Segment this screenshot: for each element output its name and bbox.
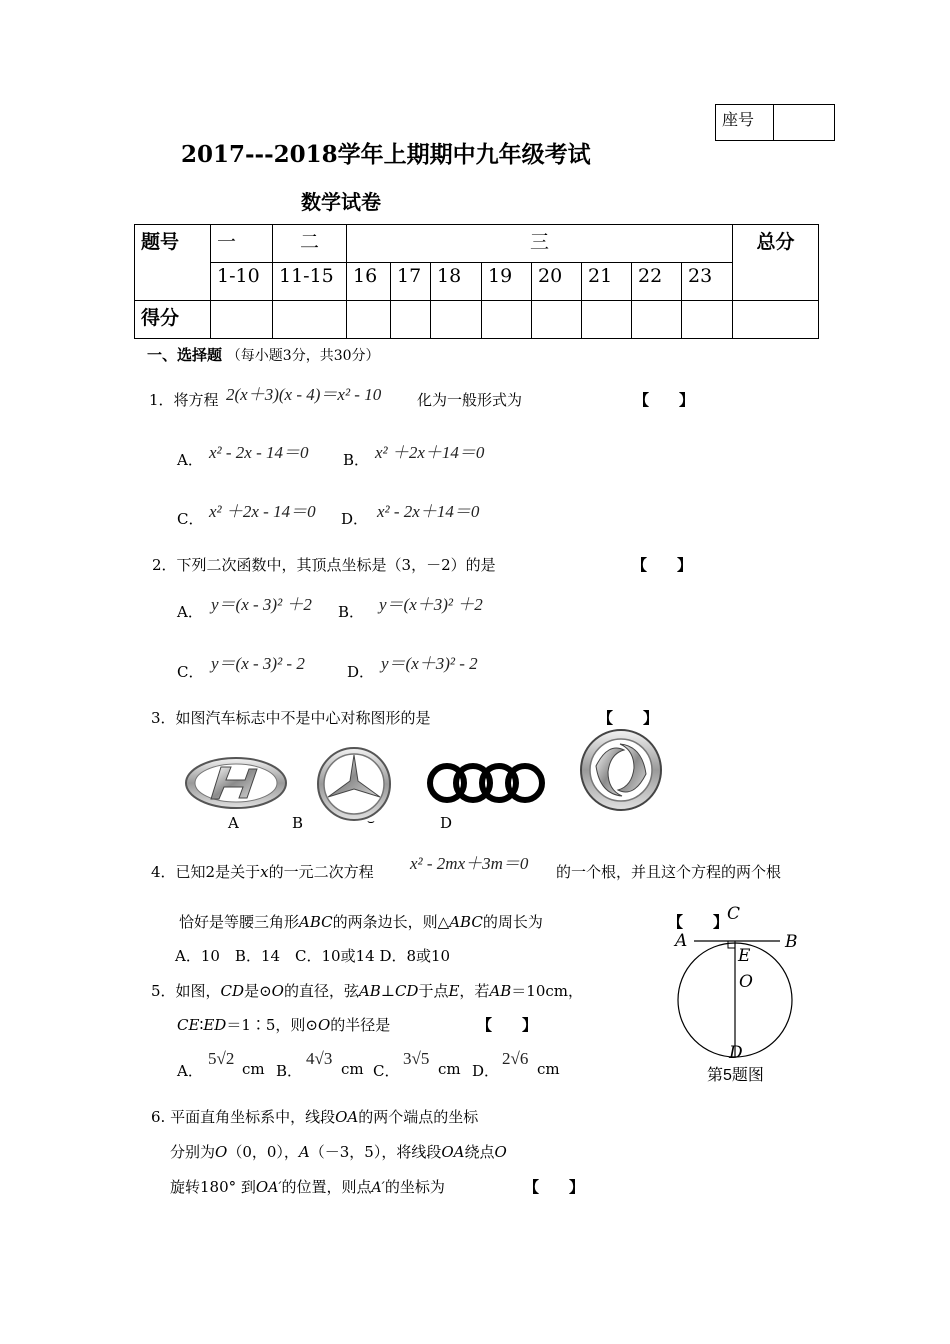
q6-l2d: 绕点 <box>464 1143 495 1161</box>
sub-20: 20 <box>532 263 582 301</box>
q5-fig-label-e: E <box>738 946 751 966</box>
q5-line-2 <box>177 1014 390 1035</box>
q5-option-b-label: B． <box>276 1062 303 1080</box>
q5-cd: CD <box>220 982 245 1000</box>
q5-l1d: 于点 <box>418 982 449 1000</box>
q4-line-2 <box>179 911 543 932</box>
q5-perp: ⊥ <box>380 982 395 1000</box>
section-1-note: （每小题3分，共30分） <box>226 348 380 364</box>
q1-option-d[interactable]: x² - 2x＋14＝0 <box>377 502 480 521</box>
q5-line-1 <box>151 980 583 1001</box>
q6-l3c: 的坐标为 <box>384 1178 445 1196</box>
q6-aprime: A′ <box>268 1180 282 1196</box>
q2-option-a[interactable]: y＝(x - 3)² ＋2 <box>211 595 312 614</box>
q5-fig-caption: 第5题图 <box>707 1067 764 1084</box>
header-part-2: 二 <box>273 225 347 263</box>
q4-line2b: 的两条边长，则△ <box>332 913 450 931</box>
q2-option-b[interactable]: y＝(x＋3)² ＋2 <box>379 595 483 614</box>
q5-l1e: ，若 <box>459 982 490 1000</box>
q6-l3b: 的位置，则点 <box>281 1178 372 1196</box>
q6-l3a: 旋转180° 到 <box>170 1178 256 1196</box>
q5-o-2: O <box>317 1016 331 1034</box>
q3-answer-bracket[interactable]: 【 】 <box>598 709 659 727</box>
score-cell[interactable] <box>532 301 582 339</box>
q5-o: O <box>271 982 284 1000</box>
q5-option-c-label: C． <box>373 1062 400 1080</box>
q6-l2b: （0，0）， <box>227 1143 299 1161</box>
q6-o: O <box>215 1143 228 1161</box>
q4-options[interactable]: A．10 B．14 C．10或14 D．8或10 <box>175 947 451 965</box>
q5-fig-label-a: A <box>675 931 688 951</box>
section-1-heading <box>147 344 380 365</box>
header-question-number: 题号 <box>135 225 211 301</box>
score-table <box>134 224 819 339</box>
q6-aprime-2: A′ <box>371 1180 385 1196</box>
q6-line-2 <box>170 1141 507 1162</box>
q5-l2a: ＝1∶5，则⊙ <box>226 1016 318 1034</box>
q5-option-d-unit: cm <box>537 1060 560 1078</box>
seat-number-field[interactable] <box>774 105 835 141</box>
q5-option-c[interactable]: 3√5 <box>403 1049 430 1068</box>
q5-option-c-unit: cm <box>438 1060 461 1078</box>
q4-answer-bracket[interactable]: 【 】 <box>668 913 729 931</box>
q6-line-1 <box>151 1106 478 1127</box>
q6-l2c: （－3，5），将线段 <box>309 1143 442 1161</box>
q5-e: E <box>448 982 460 1000</box>
score-cell[interactable] <box>347 301 391 339</box>
score-cell[interactable] <box>273 301 347 339</box>
q5-fig-label-d: D <box>729 1043 743 1063</box>
q2-option-d[interactable]: y＝(x＋3)² - 2 <box>381 654 478 673</box>
q4-mid: 的一元二次方程 <box>268 863 374 881</box>
q5-l2b: 的半径是 <box>330 1016 391 1034</box>
q4-prefix: 4．已知2是关于 <box>151 863 261 881</box>
sub-22: 22 <box>632 263 682 301</box>
q5-option-a-unit: cm <box>242 1060 265 1078</box>
q6-o-2: O <box>494 1143 507 1161</box>
q5-option-d[interactable]: 2√6 <box>502 1049 529 1068</box>
header-part-1: 一 <box>211 225 273 263</box>
header-score: 得分 <box>135 301 211 339</box>
q1-suffix: 化为一般形式为 <box>417 391 523 409</box>
q1-option-a-label: A． <box>177 451 203 469</box>
q4-abc-2: ABC <box>449 913 483 931</box>
q2-option-c[interactable]: y＝(x - 3)² - 2 <box>211 654 305 673</box>
score-cell[interactable] <box>482 301 532 339</box>
seat-number-box <box>715 104 835 141</box>
q4-suffix: 的一个根，并且这个方程的两个根 <box>556 863 782 881</box>
q1-option-d-label: D． <box>341 510 369 528</box>
q5-l1b: 是⊙ <box>244 982 272 1000</box>
q6-l2a: 分别为 <box>170 1143 216 1161</box>
q1-option-b-label: B． <box>343 451 370 469</box>
sub-11-15: 11-15 <box>273 263 347 301</box>
q5-l1a: 5．如图， <box>151 982 221 1000</box>
sub-19: 19 <box>482 263 532 301</box>
q5-option-a[interactable]: 5√2 <box>208 1049 235 1068</box>
q2-answer-bracket[interactable]: 【 】 <box>632 556 693 574</box>
logo-d-label: D <box>440 814 453 832</box>
score-cell[interactable] <box>391 301 431 339</box>
q5-l1c: 的直径，弦 <box>283 982 359 1000</box>
header-part-3: 三 <box>347 225 733 263</box>
logo-a-label: A <box>228 814 239 832</box>
q2-option-c-label: C． <box>177 663 204 681</box>
q5-ab-2: AB <box>489 982 512 1000</box>
q1-prefix: 1．将方程 <box>149 391 219 409</box>
q5-option-b[interactable]: 4√3 <box>306 1049 333 1068</box>
q5-colon: ∶ <box>199 1016 204 1034</box>
q5-fig-label-o: O <box>739 972 753 992</box>
logo-c-label: ⌣ <box>367 814 375 828</box>
q1-answer-bracket[interactable]: 【 】 <box>634 391 695 409</box>
q4-line2a: 恰好是等腰三角形 <box>179 913 300 931</box>
q6-answer-bracket[interactable]: 【 】 <box>524 1178 585 1196</box>
q5-option-a-label: A． <box>177 1062 203 1080</box>
score-cell[interactable] <box>632 301 682 339</box>
logo-b-label: B <box>292 814 304 832</box>
section-1-title: 一、选择题 <box>147 346 223 364</box>
q2-stem: 2．下列二次函数中，其顶点坐标是（3，－2）的是 <box>152 556 496 574</box>
score-cell[interactable] <box>582 301 632 339</box>
q1-equation: 2(x＋3)(x - 4)＝x² - 10 <box>226 385 382 404</box>
q5-fig-label-b: B <box>785 932 798 952</box>
q2-option-d-label: D． <box>347 663 375 681</box>
score-cell[interactable] <box>431 301 482 339</box>
exam-title: 2017---2018学年上期期中九年级考试 <box>181 141 591 168</box>
q6-l1b: 的两个端点的坐标 <box>358 1108 479 1126</box>
q5-fig-label-c: C <box>727 904 741 924</box>
q1-option-b[interactable]: x² ＋2x＋14＝0 <box>375 443 485 462</box>
logo-d-dongfeng-icon[interactable] <box>578 728 664 812</box>
q5-option-b-unit: cm <box>341 1060 364 1078</box>
q4-equation: x² - 2mx＋3m＝0 <box>410 854 529 873</box>
sub-1-10: 1-10 <box>211 263 273 301</box>
q5-answer-bracket[interactable]: 【 】 <box>477 1016 538 1034</box>
sub-17: 17 <box>391 263 431 301</box>
q6-oa: OA <box>335 1108 359 1126</box>
q1-option-c-label: C． <box>177 510 204 528</box>
q5-ab: AB <box>358 982 381 1000</box>
sub-21: 21 <box>582 263 632 301</box>
score-cell[interactable] <box>682 301 733 339</box>
logo-a-hyundai-icon[interactable] <box>183 755 289 811</box>
q5-ed: ED <box>203 1016 227 1034</box>
q5-circle-figure <box>672 912 802 1058</box>
q6-oa-2: OA <box>441 1143 465 1161</box>
q2-option-b-label: B． <box>338 603 365 621</box>
logo-c-audi-icon[interactable] <box>425 760 547 806</box>
q4-var-x: x <box>260 863 269 881</box>
sub-16: 16 <box>347 263 391 301</box>
q2-option-a-label: A． <box>177 603 203 621</box>
q5-cd-2: CD <box>394 982 419 1000</box>
score-cell[interactable] <box>211 301 273 339</box>
header-total: 总分 <box>733 225 819 301</box>
seat-label: 座号 <box>716 105 774 141</box>
q4-abc-1: ABC <box>299 913 333 931</box>
sub-23: 23 <box>682 263 733 301</box>
q4-line-1 <box>151 861 374 882</box>
q6-a: A <box>298 1143 310 1161</box>
q6-l1a: 6. 平面直角坐标系中，线段 <box>151 1108 336 1126</box>
q5-option-d-label: D． <box>472 1062 500 1080</box>
q1-option-a[interactable]: x² - 2x - 14＝0 <box>209 443 309 462</box>
q1-option-c[interactable]: x² ＋2x - 14＝0 <box>209 502 316 521</box>
q3-stem: 3．如图汽车标志中不是中心对称图形的是 <box>151 709 431 727</box>
score-cell[interactable] <box>733 301 819 339</box>
q6-line-3 <box>170 1176 445 1197</box>
q5-ce: CE <box>177 1016 200 1034</box>
logo-b-mercedes-icon[interactable] <box>315 745 393 823</box>
q6-o-3: O <box>255 1178 269 1196</box>
sub-18: 18 <box>431 263 482 301</box>
q5-l1f: ＝10cm， <box>511 982 584 1000</box>
exam-subtitle: 数学试卷 <box>301 190 381 214</box>
q4-line2c: 的周长为 <box>482 913 543 931</box>
